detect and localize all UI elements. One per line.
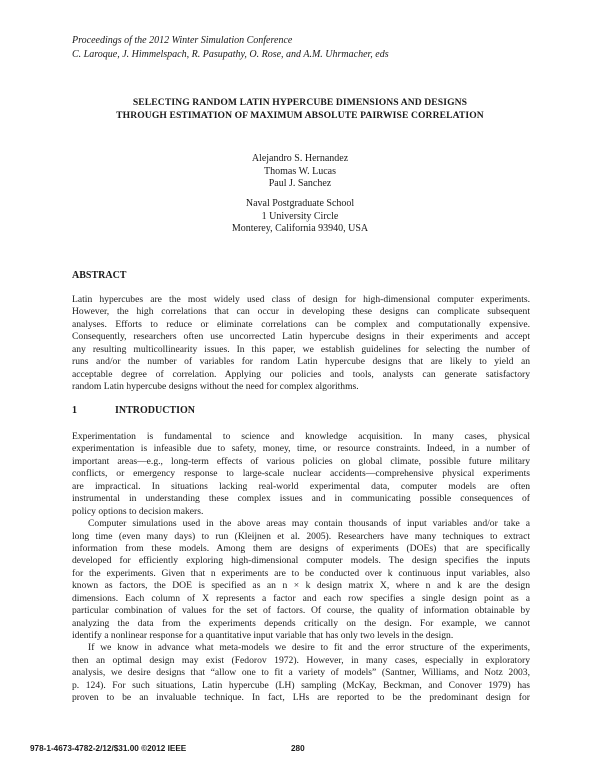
text-line: any resulting multicollinearity issues. In this paper, we establish guidelines for selecting the number of [72, 343, 530, 355]
text-line: proven to be an invaluable technique. In fact, LHs are reported to be the predominant design for [72, 692, 530, 704]
affiliation [0, 198, 600, 236]
proceedings-title: Proceedings of the 2012 Winter Simulation Conference [72, 35, 293, 46]
proceedings-editors: C. Laroque, J. Himmelspach, R. Pasupathy, O. Rose, and A.M. Uhrmacher, eds [72, 48, 389, 60]
paper-title [60, 97, 540, 122]
text-line: dimensions. Each column of X represents a factor and each row specifies a single design point as a [72, 592, 530, 604]
author: Thomas W. Lucas [264, 165, 336, 177]
text-line: policy options to decision makers. [72, 505, 204, 517]
abstract-text [72, 294, 530, 394]
text-line: important areas—e.g., long-term effects of various policies on global climate, possible future military [72, 455, 530, 467]
introduction-heading [72, 405, 195, 416]
affiliation-line: Monterey, California 93940, USA [231, 223, 369, 235]
text-line: runs and/or the number of variables for random Latin hypercube designs that are likely to yield an [72, 356, 530, 368]
text-line: acceptable degree of correlation. Applying our policies and tools, analysts can generate satisfactory [72, 368, 530, 380]
section-title: INTRODUCTION [115, 405, 196, 416]
text-line: long time (even many days) to run (Kleijnen et al. 2005). Researchers have many techniques to extract [72, 530, 530, 542]
author: Paul J. Sanchez [268, 178, 332, 190]
text-line: particular combination of values for the set of factors. Of course, the quality of information obtainable by [72, 605, 530, 617]
author-list [0, 153, 600, 191]
author: Alejandro S. Hernandez [251, 153, 349, 164]
page-number: 280 [291, 744, 305, 753]
text-line: then an optimal design may exist (Fedorov 1972). However, in many cases, especially in exploratory [72, 654, 530, 666]
title-line-2: THROUGH ESTIMATION OF MAXIMUM ABSOLUTE PAIRWISE CORRELATION [116, 109, 484, 121]
text-line: for the experiments. Given that n experiments are to be conducted over k continuous input variables, also [72, 567, 530, 579]
text-line: Latin hypercubes are the most widely used class of design for high-dimensional computer experiments. [72, 294, 530, 305]
text-line: are impractical. In situations lacking real-world experimental data, computer models are often [72, 480, 530, 492]
text-line: analyzing the data from the experiments depends critically on the design. For example, we cannot [72, 617, 530, 629]
affiliation-line: 1 University Circle [261, 210, 339, 222]
section-number: 1 [72, 405, 77, 416]
text-line: experimentation is infeasible due to safety, money, time, or resource constraints. Indeed, in a number of [72, 443, 530, 455]
title-line-1: SELECTING RANDOM LATIN HYPERCUBE DIMENSIONS AND DESIGNS [132, 97, 468, 108]
text-line: analyses. Efforts to reduce or eliminate correlations can be complex and computationally expensive. [72, 318, 530, 330]
text-line: Computer simulations used in the above areas may contain thousands of input variables and/or take a [88, 518, 530, 530]
abstract-heading: ABSTRACT [72, 270, 127, 281]
text-line: identify a nonlinear response for a quantitative input variable that has only two levels in the design. [72, 630, 454, 641]
text-line: instrumental in understanding these complex issues and in communicating possible consequences of [72, 493, 530, 505]
text-line: Consequently, researchers often use uncorrected Latin hypercube designs in their experiments and accept [72, 331, 530, 343]
text-line: Experimentation is fundamental to science and knowledge acquisition. In many cases, physical [72, 431, 530, 442]
text-line: conflicts, or emergency response to large-scale nuclear accidents—comprehensive physical experiments [72, 468, 530, 480]
text-line: known as factors, the DOE is specified as an n × k design matrix X, where n and k are the design [72, 580, 530, 592]
text-line: However, the high correlations that can occur in developing these designs can complicate subsequent [72, 306, 530, 318]
footer-isbn: 978-1-4673-4782-2/12/$31.00 ©2012 IEEE [30, 744, 187, 753]
introduction-body [72, 431, 530, 705]
text-line: analysis, we desire designs that “allow one to fit a variety of models” (Santner, Williams, and Notz 2003, [72, 667, 530, 679]
text-line: random Latin hypercube designs without the need for complex algorithms. [72, 381, 359, 393]
affiliation-line: Naval Postgraduate School [245, 198, 355, 209]
text-line: developed for efficiently exploring high-dimensional computer models. The design specifies the inputs [72, 555, 530, 567]
text-line: information from these models. Among them are designs of experiments (DOEs) that are specifically [72, 542, 530, 554]
text-line: p. 124). For such situations, Latin hypercube (LH) sampling (McKay, Beckman, and Conover 1979) has [72, 679, 530, 691]
text-line: If we know in advance what meta-models we desire to fit and the error structure of the experiments, [88, 642, 530, 654]
proceedings-header [72, 34, 542, 61]
